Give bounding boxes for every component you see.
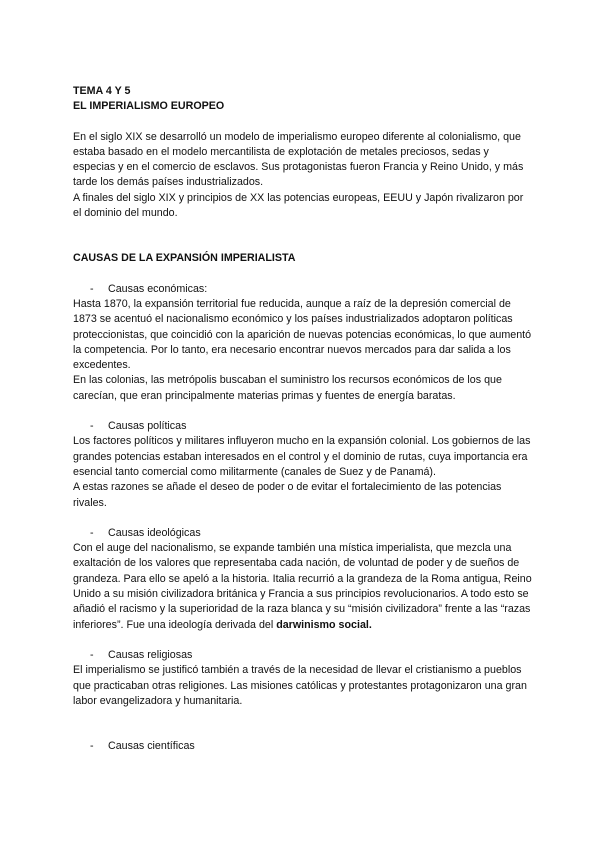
ideological-text: Con el auge del nacionalismo, se expande también una mística imperialista, que mezcla una exaltación de los valores que representaba cada nación, de voluntad de poder y de sueños de grandeza. Para ello se apeló a la historia. Italia recurrió a la grandeza de la Roma antigua, Reino Unido a su misión civilizadora británica y Francia a sus principios revolucionarios. A todo esto se añadió el racismo y la superioridad de la raza blanca y su “misión civilizadora” frente a las “razas inferiores”. Fue una ideología derivada del bbox=[73, 542, 532, 631]
intro-paragraph-2: A finales del siglo XIX y principios de XX las potencias europeas, EEUU y Japón rivalizaron por el dominio del mundo. bbox=[73, 191, 524, 220]
spacer bbox=[73, 511, 533, 526]
section-heading: CAUSAS DE LA EXPANSIÓN IMPERIALISTA bbox=[73, 252, 296, 265]
spacer bbox=[73, 267, 533, 282]
subheading-label: Causas ideológicas bbox=[108, 526, 201, 539]
document-body bbox=[73, 84, 533, 754]
spacer bbox=[73, 221, 533, 251]
subheading-label: Causas económicas: bbox=[108, 282, 208, 295]
document-title: EL IMPERIALISMO EUROPEO bbox=[73, 100, 225, 113]
subheading-ideological-causes bbox=[73, 526, 533, 541]
ideological-paragraph bbox=[73, 541, 533, 633]
subheading-label: Causas científicas bbox=[108, 740, 195, 753]
bullet-dash: - bbox=[90, 526, 94, 539]
subheading-label: Causas religiosas bbox=[108, 648, 193, 661]
bullet-dash: - bbox=[90, 420, 94, 433]
topic-label: TEMA 4 Y 5 bbox=[73, 85, 131, 97]
bullet-dash: - bbox=[90, 648, 94, 661]
political-paragraph: Los factores políticos y militares influyeron mucho en la expansión colonial. Los gobiernos de las grandes potencias estaban interesados en el control y el dominio de rutas, cuya importancia era esencial tanto comercial como militarmente (canales de Suez y de Panamá). bbox=[73, 435, 531, 478]
bullet-dash: - bbox=[90, 282, 94, 295]
religious-paragraph: El imperialismo se justificó también a través de la necesidad de llevar el cristianismo a pueblos que practicaban otras religiones. Las misiones católicas y protestantes protagonizaron una gran labor evangelizadora y humanitaria. bbox=[73, 664, 527, 707]
subheading-economic-causes bbox=[73, 282, 533, 297]
political-paragraph-2: A estas razones se añade el deseo de poder o de evitar el fortalecimiento de las potencias rivales. bbox=[73, 481, 502, 509]
economic-paragraph: Hasta 1870, la expansión territorial fue reducida, aunque a raíz de la depresión comercial de 1873 se acentuó el nacionalismo económico y los países industrializados adoptaron políticas proteccionistas, que coincidió con la aparición de nuevas potencias económicas, lo que aumentó la competencia. Por lo tanto, era necesario encontrar nuevos mercados para dar salida a los excedentes. bbox=[73, 297, 532, 372]
subheading-scientific-causes bbox=[73, 739, 533, 754]
spacer bbox=[73, 115, 533, 130]
bold-term: darwinismo social. bbox=[276, 618, 372, 631]
subheading-political-causes bbox=[73, 419, 533, 434]
spacer bbox=[73, 709, 533, 739]
economic-paragraph-2: En las colonias, las metrópolis buscaban el suministro los recursos económicos de los que carecían, que eran principalmente materias primas y fuentes de energía baratas. bbox=[73, 374, 502, 402]
subheading-religious-causes bbox=[73, 648, 533, 663]
intro-paragraph: En el siglo XIX se desarrolló un modelo de imperialismo europeo diferente al colonialismo, que estaba basado en el modelo mercantilista de explotación de metales preciosos, sedas y especias y en el comercio de esclavos. Sus protagonistas fueron Francia y Reino Unido, y más tarde los demás países industrializados. bbox=[73, 130, 524, 189]
subheading-label: Causas políticas bbox=[108, 420, 187, 433]
bullet-dash: - bbox=[90, 740, 94, 753]
spacer bbox=[73, 404, 533, 419]
spacer bbox=[73, 633, 533, 648]
